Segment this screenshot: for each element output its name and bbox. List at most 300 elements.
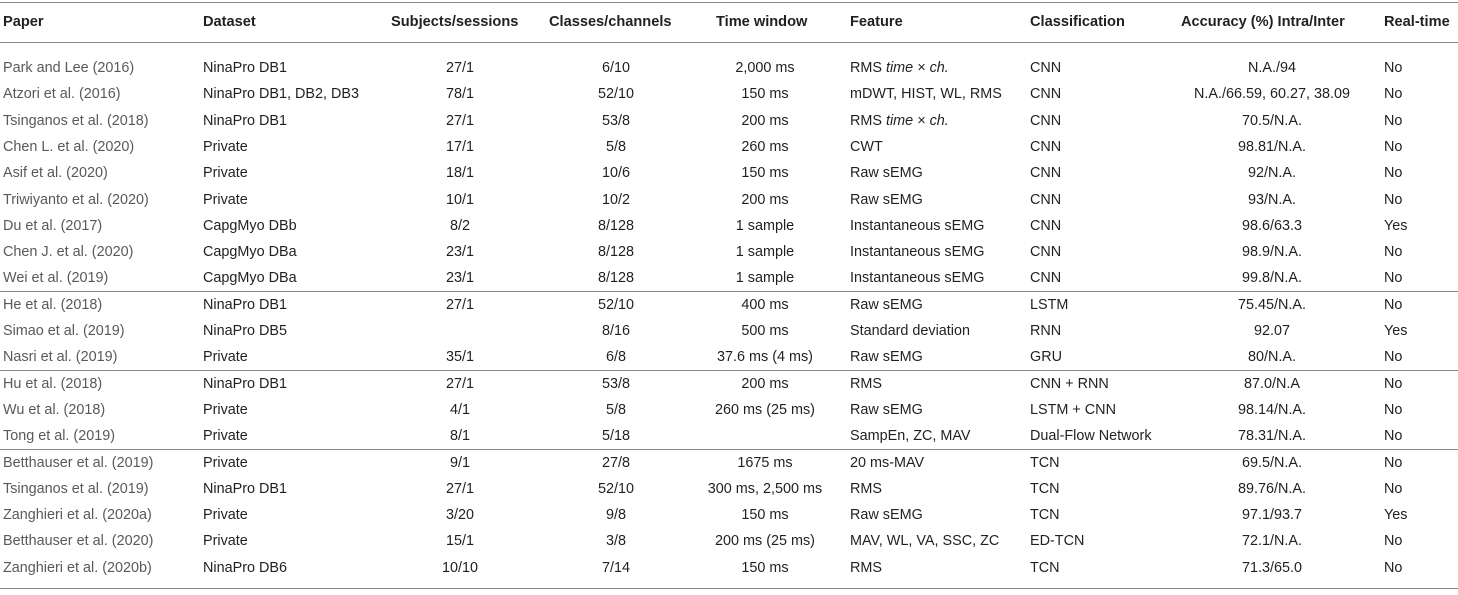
real-time-cell-text: No	[1384, 401, 1403, 418]
time-window-cell-text: 150 ms	[741, 507, 789, 524]
paper-cell-text: He et al. (2018)	[3, 296, 103, 313]
dataset-cell-text: NinaPro DB1	[203, 60, 287, 76]
classification-cell-text: RNN	[1030, 323, 1062, 339]
classes-cell-text: 53/8	[601, 112, 630, 129]
feature-cell-text: Raw sEMG	[850, 191, 923, 208]
subjects-cell	[389, 239, 531, 265]
paper-cell	[3, 265, 193, 291]
classification-cell	[1030, 423, 1175, 449]
classes-cell-text: 7/14	[601, 559, 630, 576]
classification-cell-text: CNN	[1030, 138, 1062, 155]
paper-cell	[3, 55, 193, 81]
classes-cell	[545, 292, 687, 318]
accuracy-cell-text: 92/N.A.	[1248, 165, 1296, 182]
paper-cell-text: Wei et al. (2019)	[3, 270, 109, 287]
dataset-cell-text: NinaPro DB1	[203, 375, 287, 392]
feature-cell-text: mDWT, HIST, WL, RMS	[850, 86, 1002, 103]
feature-cell	[850, 134, 1028, 160]
time-window-cell	[699, 187, 831, 213]
table-row	[0, 318, 1458, 344]
subjects-cell	[389, 187, 531, 213]
table-row	[0, 528, 1458, 554]
time-window-cell	[699, 265, 831, 291]
dataset-cell	[203, 450, 388, 476]
feature-cell	[850, 476, 1028, 502]
time-window-cell	[699, 371, 831, 397]
feature-cell-text: RMS	[850, 559, 882, 576]
time-window-cell-text: 400 ms	[741, 296, 789, 313]
time-window-cell-text: 260 ms	[741, 138, 789, 155]
subjects-cell	[389, 397, 531, 423]
classes-cell	[545, 55, 687, 81]
accuracy-cell-text: N.A./66.59, 60.27, 38.09	[1193, 86, 1350, 103]
classes-cell-text: 5/8	[605, 401, 626, 418]
subjects-cell-text: 9/1	[449, 454, 470, 471]
time-window-cell	[699, 213, 831, 239]
accuracy-cell-text: 69.5/N.A.	[1242, 454, 1302, 471]
real-time-cell-text: No	[1384, 86, 1403, 103]
accuracy-cell-text: 87.0/N.A	[1244, 375, 1300, 392]
classification-cell	[1030, 476, 1175, 502]
paper-cell-text: Park and Lee (2016)	[3, 60, 135, 76]
real-time-cell	[1384, 450, 1458, 476]
classification-cell	[1030, 344, 1175, 370]
time-window-cell-text: 200 ms	[741, 112, 789, 129]
classes-cell-text: 52/10	[597, 86, 634, 103]
dataset-cell	[203, 476, 388, 502]
paper-cell	[3, 292, 193, 318]
paper-cell-text: Du et al. (2017)	[3, 217, 103, 234]
header-classification: Classification	[1030, 14, 1125, 30]
feature-cell-text: MAV, WL, VA, SSC, ZC	[850, 533, 1000, 550]
table-row	[0, 160, 1458, 186]
subjects-cell	[389, 318, 531, 344]
subjects-cell	[389, 55, 531, 81]
accuracy-cell	[1175, 187, 1369, 213]
subjects-cell	[389, 528, 531, 554]
accuracy-cell	[1175, 213, 1369, 239]
feature-cell	[850, 423, 1028, 449]
real-time-cell	[1384, 555, 1458, 581]
real-time-cell	[1384, 239, 1458, 265]
subjects-cell	[389, 81, 531, 107]
dataset-cell	[203, 160, 388, 186]
dataset-cell-text: Private	[203, 165, 248, 182]
paper-cell-text: Zanghieri et al. (2020b)	[3, 559, 152, 576]
classes-cell-text: 6/8	[605, 349, 626, 366]
classification-cell-text: Dual-Flow Network	[1030, 428, 1152, 445]
time-window-cell	[699, 476, 831, 502]
feature-cell-text: Raw sEMG	[850, 507, 923, 524]
dataset-cell	[203, 502, 388, 528]
paper-cell-text: Simao et al. (2019)	[3, 323, 125, 339]
real-time-cell-text: Yes	[1384, 507, 1408, 524]
time-window-cell	[699, 108, 831, 134]
classification-cell-text: TCN	[1030, 559, 1060, 576]
paper-cell	[3, 397, 193, 423]
header-bottom-rule	[0, 42, 1458, 43]
feature-cell	[850, 344, 1028, 370]
subjects-cell-text: 17/1	[445, 138, 474, 155]
dataset-cell	[203, 265, 388, 291]
feature-cell	[850, 555, 1028, 581]
paper-cell	[3, 423, 193, 449]
subjects-cell-text: 3/20	[445, 507, 474, 524]
time-window-cell-text: 200 ms (25 ms)	[715, 533, 815, 550]
real-time-cell	[1384, 502, 1458, 528]
classes-cell-text: 5/8	[605, 138, 626, 155]
accuracy-cell	[1175, 502, 1369, 528]
dataset-cell	[203, 555, 388, 581]
classes-cell	[545, 160, 687, 186]
accuracy-cell-text: N.A./94	[1248, 60, 1296, 76]
classification-cell	[1030, 134, 1175, 160]
classification-cell-text: CNN + RNN	[1030, 375, 1109, 392]
dataset-cell-text: NinaPro DB5	[203, 323, 287, 339]
subjects-cell	[389, 134, 531, 160]
subjects-cell	[389, 160, 531, 186]
subjects-cell-text: 27/1	[445, 60, 474, 76]
feature-italic-text: time × ch.	[885, 112, 949, 129]
real-time-cell	[1384, 344, 1458, 370]
header-time-window: Time window	[716, 14, 808, 30]
feature-cell-text: Instantaneous sEMG	[850, 217, 985, 234]
subjects-cell-text: 8/1	[449, 428, 470, 445]
accuracy-cell-text: 72.1/N.A.	[1242, 533, 1302, 550]
feature-cell-text: Standard deviation	[850, 323, 971, 339]
subjects-cell	[389, 502, 531, 528]
subjects-cell-text: 27/1	[445, 480, 474, 497]
subjects-cell-text: 15/1	[445, 533, 474, 550]
feature-cell	[850, 213, 1028, 239]
table-row	[0, 265, 1458, 291]
classification-cell	[1030, 187, 1175, 213]
classification-cell-text: GRU	[1030, 349, 1062, 366]
classification-cell-text: TCN	[1030, 507, 1060, 524]
classification-cell	[1030, 397, 1175, 423]
real-time-cell-text: No	[1384, 559, 1403, 576]
accuracy-cell	[1175, 318, 1369, 344]
classification-cell-text: CNN	[1030, 217, 1062, 234]
dataset-cell	[203, 187, 388, 213]
table-row	[0, 344, 1458, 370]
accuracy-cell-text: 98.81/N.A.	[1238, 138, 1306, 155]
table-row	[0, 213, 1458, 239]
table-row	[0, 108, 1458, 134]
time-window-cell-text: 200 ms	[741, 191, 789, 208]
classes-cell	[545, 108, 687, 134]
accuracy-cell-text: 89.76/N.A.	[1238, 480, 1306, 497]
accuracy-cell	[1175, 134, 1369, 160]
real-time-cell-text: No	[1384, 480, 1403, 497]
real-time-cell-text: No	[1384, 428, 1403, 445]
subjects-cell	[389, 450, 531, 476]
feature-cell	[850, 450, 1028, 476]
accuracy-cell	[1175, 476, 1369, 502]
feature-cell-text: CWT	[850, 138, 883, 155]
accuracy-cell-text: 98.14/N.A.	[1238, 401, 1306, 418]
table-row	[0, 397, 1458, 423]
feature-cell	[850, 397, 1028, 423]
dataset-cell-text: CapgMyo DBa	[203, 270, 297, 287]
paper-cell	[3, 187, 193, 213]
classes-cell	[545, 423, 687, 449]
subjects-cell	[389, 213, 531, 239]
real-time-cell	[1384, 423, 1458, 449]
subjects-cell	[389, 108, 531, 134]
real-time-cell	[1384, 476, 1458, 502]
classes-cell	[545, 265, 687, 291]
time-window-cell-text: 260 ms (25 ms)	[715, 401, 815, 418]
header-paper: Paper	[3, 14, 44, 30]
real-time-cell	[1384, 108, 1458, 134]
classification-cell	[1030, 528, 1175, 554]
dataset-cell-text: Private	[203, 138, 248, 155]
paper-cell-text: Chen L. et al. (2020)	[3, 138, 135, 155]
classification-cell	[1030, 318, 1175, 344]
paper-cell	[3, 450, 193, 476]
feature-cell-text: 20 ms-MAV	[850, 454, 925, 471]
subjects-cell-text: 10/1	[445, 191, 474, 208]
subjects-cell-text: 23/1	[445, 244, 474, 261]
feature-cell	[850, 371, 1028, 397]
paper-cell-text: Tsinganos et al. (2019)	[3, 480, 149, 497]
feature-cell	[850, 528, 1028, 554]
time-window-cell-text: 1 sample	[735, 217, 795, 234]
real-time-cell-text: No	[1384, 375, 1403, 392]
real-time-cell-text: No	[1384, 60, 1403, 76]
classes-cell-text: 8/128	[597, 217, 634, 234]
classes-cell-text: 3/8	[605, 533, 626, 550]
header-feature: Feature	[850, 14, 903, 30]
dataset-cell-text: NinaPro DB6	[203, 559, 287, 576]
classification-cell	[1030, 265, 1175, 291]
table-row	[0, 239, 1458, 265]
accuracy-cell	[1175, 344, 1369, 370]
dataset-cell-text: Private	[203, 191, 248, 208]
dataset-cell-text: Private	[203, 349, 248, 366]
classes-cell	[545, 555, 687, 581]
feature-italic-text: time × ch.	[885, 60, 949, 76]
header-real-time: Real-time	[1384, 14, 1450, 30]
classes-cell	[545, 371, 687, 397]
dataset-cell	[203, 213, 388, 239]
paper-cell-text: Triwiyanto et al. (2020)	[3, 191, 149, 208]
feature-cell	[850, 108, 1028, 134]
feature-cell-text: Raw sEMG	[850, 401, 923, 418]
paper-cell	[3, 108, 193, 134]
feature-cell-text: RMS	[850, 375, 882, 392]
paper-cell	[3, 344, 193, 370]
subjects-cell	[389, 476, 531, 502]
paper-cell	[3, 555, 193, 581]
classification-cell	[1030, 450, 1175, 476]
classification-cell-text: TCN	[1030, 480, 1060, 497]
classification-cell-text: CNN	[1030, 165, 1062, 182]
accuracy-cell	[1175, 397, 1369, 423]
table-row	[0, 476, 1458, 502]
time-window-cell	[699, 528, 831, 554]
feature-cell	[850, 55, 1028, 81]
classification-cell-text: ED-TCN	[1030, 533, 1085, 550]
real-time-cell	[1384, 397, 1458, 423]
accuracy-cell	[1175, 292, 1369, 318]
paper-cell-text: Wu et al. (2018)	[3, 401, 106, 418]
classes-cell	[545, 134, 687, 160]
time-window-cell	[699, 239, 831, 265]
accuracy-cell	[1175, 265, 1369, 291]
dataset-cell	[203, 528, 388, 554]
classes-cell-text: 6/10	[601, 60, 630, 76]
classes-cell	[545, 528, 687, 554]
dataset-cell	[203, 344, 388, 370]
real-time-cell	[1384, 265, 1458, 291]
classes-cell-text: 8/16	[601, 323, 630, 339]
accuracy-cell-text: 71.3/65.0	[1241, 559, 1302, 576]
time-window-cell-text: 150 ms	[741, 559, 789, 576]
table-row	[0, 555, 1458, 581]
classification-cell-text: CNN	[1030, 191, 1062, 208]
paper-cell-text: Betthauser et al. (2019)	[3, 454, 154, 471]
table-row	[0, 502, 1458, 528]
feature-cell	[850, 187, 1028, 213]
classification-cell-text: TCN	[1030, 454, 1060, 471]
classes-cell-text: 53/8	[601, 375, 630, 392]
accuracy-cell	[1175, 160, 1369, 186]
classification-cell-text: CNN	[1030, 270, 1062, 287]
classes-cell-text: 8/128	[597, 270, 634, 287]
classification-cell	[1030, 371, 1175, 397]
subjects-cell-text: 10/10	[441, 559, 478, 576]
real-time-cell	[1384, 371, 1458, 397]
feature-cell-text: RMS	[850, 60, 882, 76]
dataset-cell	[203, 371, 388, 397]
header-accuracy: Accuracy (%) Intra/Inter	[1181, 14, 1345, 30]
subjects-cell	[389, 344, 531, 370]
accuracy-cell	[1175, 55, 1369, 81]
classes-cell-text: 52/10	[597, 296, 634, 313]
accuracy-cell	[1175, 555, 1369, 581]
dataset-cell-text: Private	[203, 454, 248, 471]
time-window-cell-text: 150 ms	[741, 86, 789, 103]
dataset-cell	[203, 55, 388, 81]
time-window-cell	[699, 292, 831, 318]
subjects-cell-text: 27/1	[445, 375, 474, 392]
dataset-cell-text: CapgMyo DBa	[203, 244, 297, 261]
paper-cell	[3, 476, 193, 502]
classes-cell	[545, 450, 687, 476]
dataset-cell	[203, 423, 388, 449]
classes-cell-text: 9/8	[605, 507, 626, 524]
classes-cell-text: 27/8	[601, 454, 630, 471]
real-time-cell-text: No	[1384, 270, 1403, 287]
paper-cell	[3, 81, 193, 107]
classes-cell	[545, 318, 687, 344]
accuracy-cell	[1175, 108, 1369, 134]
time-window-cell	[699, 423, 831, 449]
time-window-cell	[699, 81, 831, 107]
paper-cell	[3, 160, 193, 186]
paper-cell-text: Chen J. et al. (2020)	[3, 244, 134, 261]
classification-cell-text: CNN	[1030, 112, 1062, 129]
classes-cell	[545, 397, 687, 423]
feature-cell	[850, 160, 1028, 186]
classification-cell	[1030, 555, 1175, 581]
feature-cell-text: SampEn, ZC, MAV	[850, 428, 971, 445]
subjects-cell-text: 8/2	[449, 217, 470, 234]
table-row	[0, 55, 1458, 81]
time-window-cell	[699, 55, 831, 81]
classes-cell-text: 10/2	[601, 191, 630, 208]
accuracy-cell	[1175, 81, 1369, 107]
table-header-row	[0, 3, 1458, 41]
subjects-cell-text: 35/1	[445, 349, 474, 366]
time-window-cell	[699, 344, 831, 370]
real-time-cell-text: No	[1384, 138, 1403, 155]
feature-cell-text: Instantaneous sEMG	[850, 244, 985, 261]
classes-cell-text: 5/18	[601, 428, 630, 445]
time-window-cell	[699, 134, 831, 160]
real-time-cell-text: No	[1384, 454, 1403, 471]
dataset-cell	[203, 292, 388, 318]
real-time-cell-text: No	[1384, 112, 1403, 129]
classification-cell-text: CNN	[1030, 244, 1062, 261]
dataset-cell	[203, 108, 388, 134]
table-row	[0, 134, 1458, 160]
real-time-cell-text: Yes	[1384, 217, 1408, 234]
paper-cell	[3, 528, 193, 554]
accuracy-cell-text: 78.31/N.A.	[1238, 428, 1306, 445]
feature-cell	[850, 318, 1028, 344]
accuracy-cell-text: 99.8/N.A.	[1242, 270, 1302, 287]
dataset-cell	[203, 397, 388, 423]
classes-cell	[545, 476, 687, 502]
real-time-cell	[1384, 318, 1458, 344]
time-window-cell-text: 1 sample	[735, 270, 795, 287]
classes-cell	[545, 239, 687, 265]
classes-cell	[545, 81, 687, 107]
real-time-cell	[1384, 160, 1458, 186]
paper-cell-text: Tsinganos et al. (2018)	[3, 112, 149, 129]
classification-cell-text: CNN	[1030, 86, 1062, 103]
classes-cell	[545, 187, 687, 213]
real-time-cell-text: Yes	[1384, 323, 1408, 339]
feature-cell-text: Instantaneous sEMG	[850, 270, 985, 287]
classes-cell-text: 8/128	[597, 244, 634, 261]
subjects-cell	[389, 265, 531, 291]
subjects-cell-text: 23/1	[445, 270, 474, 287]
paper-cell-text: Asif et al. (2020)	[3, 165, 108, 182]
dataset-cell-text: NinaPro DB1	[203, 296, 287, 313]
feature-cell	[850, 265, 1028, 291]
time-window-cell	[699, 397, 831, 423]
classification-cell-text: LSTM	[1030, 296, 1069, 313]
subjects-cell-text: 4/1	[449, 401, 470, 418]
classes-cell	[545, 344, 687, 370]
feature-cell-text: Raw sEMG	[850, 349, 923, 366]
feature-cell-text: Raw sEMG	[850, 296, 923, 313]
time-window-cell	[699, 502, 831, 528]
accuracy-cell-text: 93/N.A.	[1248, 191, 1296, 208]
feature-cell	[850, 81, 1028, 107]
dataset-cell-text: NinaPro DB1	[203, 480, 287, 497]
time-window-cell	[699, 318, 831, 344]
real-time-cell-text: No	[1384, 349, 1403, 366]
paper-cell	[3, 318, 193, 344]
subjects-cell-text: 18/1	[445, 165, 474, 182]
dataset-cell-text: NinaPro DB1	[203, 112, 287, 129]
classification-cell	[1030, 81, 1175, 107]
